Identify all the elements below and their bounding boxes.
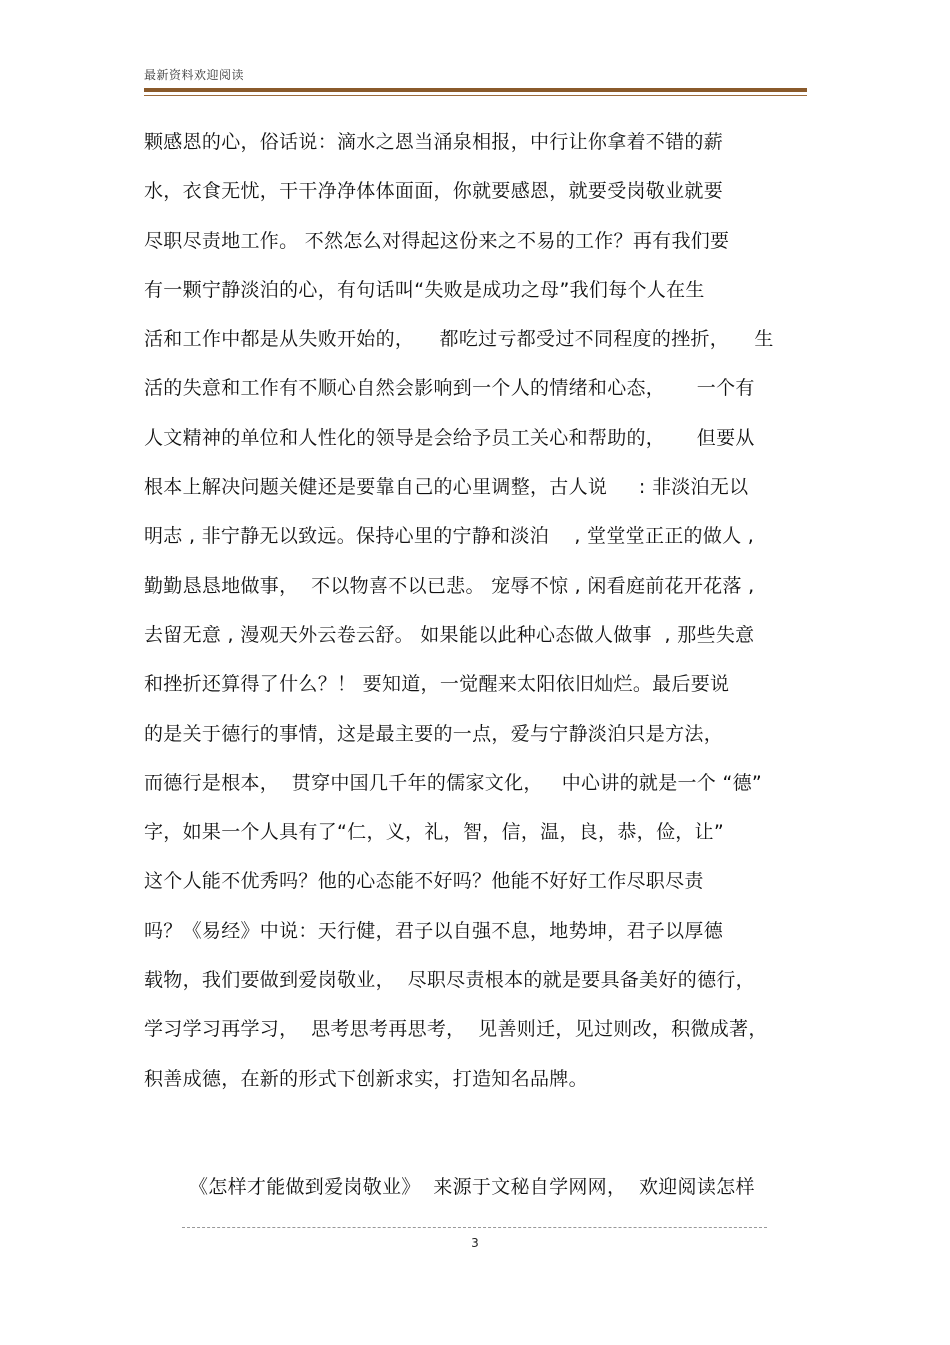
text-line-18: 载物，我们要做到爱岗敬业， 尽职尽责根本的就是要具备美好的德行， [144, 969, 755, 992]
footer-divider [182, 1227, 767, 1228]
text-line-9: 明志 , 非宁静无以致远。保持心里的宁静和淡泊 , 堂堂堂正正的做人 , [144, 525, 755, 548]
header-divider-thick [144, 88, 807, 92]
text-line-11: 去留无意 , 漫观天外云卷云舒。 如果能以此种心态做人做事 , 那些失意 [144, 623, 755, 646]
text-line-10: 勤勤恳恳地做事， 不以物喜不以已悲。 宠辱不惊 , 闲看庭前花开花落 , [144, 574, 755, 597]
text-line-20: 积善成德，在新的形式下创新求实，打造知名品牌。 [144, 1067, 588, 1090]
text-line-12: 和挫折还算得了什么？！ 要知道，一觉醒来太阳依旧灿烂。最后要说 [144, 673, 730, 696]
text-line-3: 尽职尽责地工作。 不然怎么对得起这份来之不易的工作？再有我们要 [144, 229, 730, 252]
closing-paragraph: 《怎样才能做到爱岗敬业》 来源于文秘自学网网， 欢迎阅读怎样 [189, 1176, 755, 1198]
body-paragraph [144, 124, 814, 1110]
text-line-1: 颗感恩的心，俗话说：滴水之恩当涌泉相报，中行让你拿着不错的薪 [144, 131, 724, 153]
text-line-14: 而德行是根本， 贯穿中国几千年的儒家文化， 中心讲的就是一个 “德” [144, 771, 763, 794]
text-line-15: 字，如果一个人具有了“仁，义，礼，智，信，温，良，恭，俭，让” [144, 821, 724, 844]
text-line-5: 活和工作中都是从失败开始的， 都吃过亏都受过不同程度的挫折， 生 [144, 328, 774, 351]
text-line-17: 吗？《易经》中说：天行健，君子以自强不息，地势坤，君子以厚德 [144, 919, 724, 942]
header-divider-thin [144, 95, 807, 96]
text-line-4: 有一颗宁静淡泊的心，有句话叫“失败是成功之母”我们每个人在生 [144, 278, 705, 301]
text-line-19: 学习学习再学习， 思考思考再思考， 见善则迁，见过则改，积微成著， [144, 1018, 768, 1041]
page-number: 3 [471, 1236, 479, 1250]
text-line-13: 的是关于德行的事情，这是最主要的一点，爱与宁静淡泊只是方法， [144, 722, 724, 745]
text-line-6: 活的失意和工作有不顺心自然会影响到一个人的情绪和心态， 一个有 [144, 377, 755, 400]
text-line-8: 根本上解决问题关健还是要靠自己的心里调整，古人说 : 非淡泊无以 [144, 476, 749, 499]
text-line-7: 人文精神的单位和人性化的领导是会给予员工关心和帮助的， 但要从 [144, 426, 755, 449]
text-line-16: 这个人能不优秀吗？他的心态能不好吗？他能不好好工作尽职尽责 [144, 870, 704, 893]
text-line-2: 水，衣食无忧，干干净净体体面面，你就要感恩，就要受岗敬业就要 [144, 180, 724, 203]
page-header-title: 最新资料欢迎阅读 [144, 68, 245, 82]
